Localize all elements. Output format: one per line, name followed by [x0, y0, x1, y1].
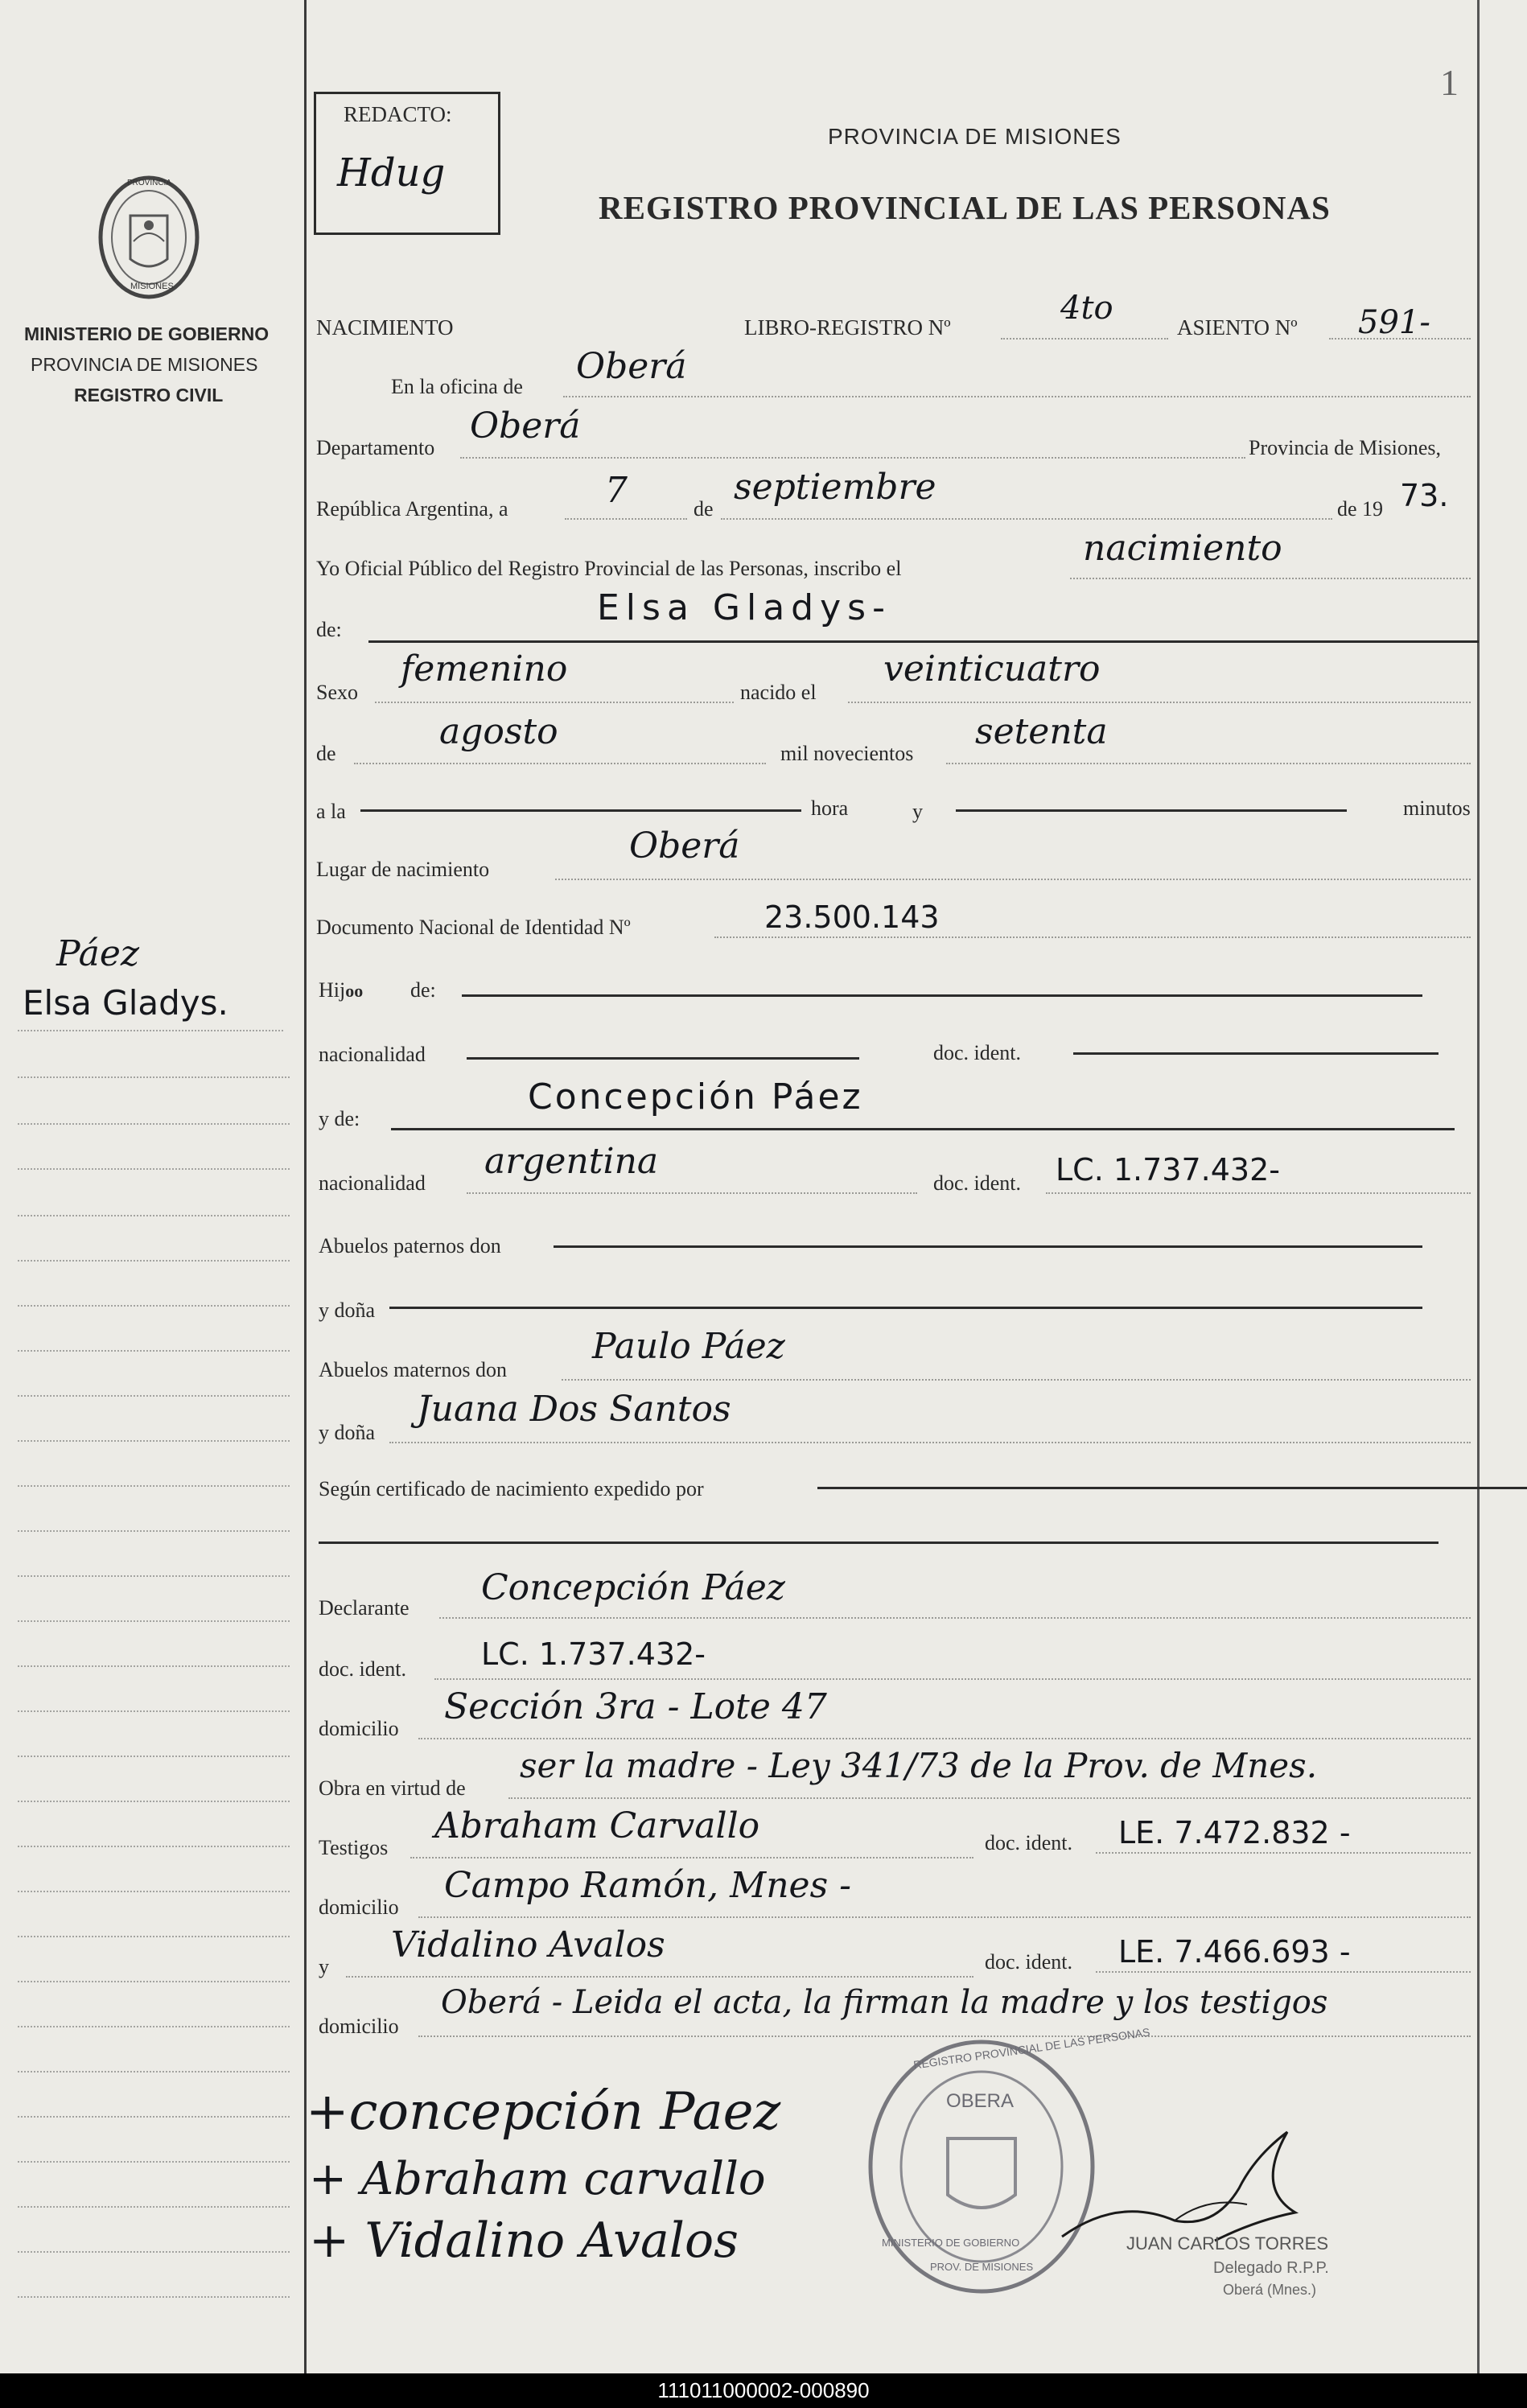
- mil-value: setenta: [975, 711, 1108, 752]
- margin-line: [18, 2251, 290, 2253]
- domicilio-label: domicilio: [319, 1717, 399, 1740]
- provincia-label: Provincia de Misiones,: [1249, 436, 1442, 459]
- abuela-paterna-line: [389, 1307, 1422, 1309]
- official-place: Oberá (Mnes.): [1223, 2282, 1317, 2298]
- testigos-label: Testigos: [319, 1836, 389, 1859]
- abuela-materna-label: y doña: [319, 1421, 376, 1444]
- margin-surname: Páez: [56, 933, 140, 974]
- declarante-value: Concepción Páez: [481, 1567, 785, 1608]
- lugar-line: [555, 879, 1471, 880]
- month2-de-label: de: [316, 742, 336, 765]
- nacionalidad-label: nacionalidad: [319, 1043, 426, 1066]
- yo-line: [1070, 578, 1471, 579]
- official-title: Delegado R.P.P.: [1213, 2259, 1329, 2277]
- mil-label: mil novecientos: [780, 742, 914, 765]
- redacto-initials: Hdug: [337, 150, 446, 196]
- header-registry: REGISTRO PROVINCIAL DE LAS PERSONAS: [599, 189, 1331, 226]
- testigo1-dom-line: [418, 1916, 1471, 1918]
- official-name: JUAN CARLOS TORRES: [1126, 2233, 1329, 2254]
- margin-divider-line: [304, 0, 307, 2373]
- sexo-label: Sexo: [316, 681, 358, 704]
- nacionalidad2-line: [467, 1192, 917, 1194]
- departamento-value: Oberá: [470, 405, 581, 447]
- month2-value: agosto: [439, 711, 558, 752]
- departamento-label: Departamento: [316, 436, 435, 459]
- y-hora-label: y: [912, 800, 923, 823]
- margin-line: [18, 1030, 283, 1031]
- month2-line: [354, 763, 766, 764]
- provincial-seal-icon: [88, 169, 209, 306]
- dni-line: [714, 936, 1471, 938]
- hijo-label-text: Hij: [319, 978, 346, 1002]
- margin-line: [18, 1260, 290, 1262]
- declarante-doc-line: [434, 1678, 1471, 1680]
- year-label: de 19: [1337, 497, 1384, 521]
- abuela-materna-line: [389, 1442, 1471, 1443]
- doc-ident2-value: LC. 1.737.432-: [1056, 1152, 1280, 1188]
- header-province: PROVINCIA DE MISIONES: [828, 124, 1122, 149]
- ministry-line-3: REGISTRO CIVIL: [74, 385, 224, 405]
- hijo-suffix: oo: [345, 981, 364, 1001]
- margin-line: [18, 2116, 290, 2118]
- madre-label: y de:: [319, 1107, 360, 1130]
- obra-line: [508, 1797, 1471, 1799]
- day-value: 7: [605, 470, 628, 511]
- archive-code-footer: 111011000002-000890: [0, 2373, 1527, 2408]
- yo-label: Yo Oficial Público del Registro Provincial de las Personas, inscribo el: [316, 557, 902, 580]
- obra-value: ser la madre - Ley 341/73 de la Prov. de Mnes.: [520, 1746, 1318, 1785]
- sexo-line: [375, 702, 734, 703]
- testigo1-line: [410, 1857, 973, 1858]
- testigo2-y-label: y: [319, 1955, 329, 1978]
- testigo1-dom-value: Campo Ramón, Mnes -: [444, 1865, 852, 1906]
- doc-ident-label: doc. ident.: [933, 1041, 1022, 1064]
- name-de-label: de:: [316, 618, 342, 641]
- declarante-doc-label: doc. ident.: [319, 1657, 407, 1681]
- doc-ident-line: [1073, 1052, 1439, 1055]
- nacionalidad-line: [467, 1057, 859, 1060]
- abuelo-materno-value: Paulo Páez: [592, 1326, 785, 1367]
- nacido-line: [848, 702, 1471, 703]
- nacido-label: nacido el: [740, 681, 817, 704]
- hijo-line: [462, 994, 1422, 997]
- margin-line: [18, 1168, 290, 1170]
- name-value: Elsa Gladys-: [597, 587, 891, 628]
- segun-label: Según certificado de nacimiento expedido por: [319, 1477, 704, 1500]
- name-line: [368, 640, 1479, 643]
- abuelos-paternos-line: [554, 1245, 1422, 1248]
- libro-label: LIBRO-REGISTRO Nº: [744, 315, 951, 340]
- testigo2-doc-label: doc. ident.: [985, 1950, 1073, 1974]
- month-line: [721, 518, 1332, 520]
- official-signature-icon: [1054, 2100, 1344, 2253]
- stamp-outer-text: REGISTRO PROVINCIAL DE LAS PERSONAS: [912, 2025, 1151, 2072]
- stamp-city-text: OBERA: [946, 2090, 1015, 2112]
- margin-line: [18, 1123, 290, 1125]
- testigo2-doc-line: [1096, 1971, 1471, 1973]
- signature-witness-2: + Vidalino Avalos: [309, 2212, 739, 2269]
- margin-line: [18, 1076, 290, 1078]
- oficina-label: En la oficina de: [391, 375, 523, 398]
- lugar-label: Lugar de nacimiento: [316, 858, 490, 881]
- right-border-line: [1477, 0, 1480, 2373]
- margin-line: [18, 2206, 290, 2208]
- asiento-value: 591-: [1358, 304, 1430, 341]
- ministry-line-2: PROVINCIA DE MISIONES: [31, 354, 258, 375]
- signature-witness-1: + Abraham carvallo: [309, 2153, 766, 2205]
- stamp-province-text: PROV. DE MISIONES: [930, 2261, 1034, 2273]
- record-type-label: NACIMIENTO: [316, 315, 454, 340]
- margin-line: [18, 1936, 290, 1937]
- oficina-line: [563, 396, 1471, 397]
- libro-line: [1001, 338, 1168, 340]
- redacto-box: [314, 92, 500, 235]
- yo-value: nacimiento: [1083, 528, 1282, 569]
- margin-line: [18, 1620, 290, 1622]
- minutos-label: minutos: [1403, 796, 1471, 820]
- madre-value: Concepción Páez: [528, 1076, 863, 1118]
- abuela-paterna-label: y doña: [319, 1299, 376, 1322]
- dni-label: Documento Nacional de Identidad Nº: [316, 916, 631, 939]
- month-value: septiembre: [734, 467, 936, 508]
- domicilio-value: Sección 3ra - Lote 47: [444, 1686, 827, 1727]
- segun-line-2: [319, 1542, 1439, 1544]
- testigo1-doc-value: LE. 7.472.832 -: [1118, 1815, 1351, 1850]
- margin-line: [18, 1981, 290, 1982]
- margin-line: [18, 1891, 290, 1892]
- hijo-label: [319, 978, 363, 1002]
- testigo2-value: Vidalino Avalos: [391, 1924, 665, 1966]
- testigo2-dom-label: domicilio: [319, 2015, 399, 2038]
- abuelos-paternos-label: Abuelos paternos don: [319, 1234, 501, 1258]
- testigo1-dom-label: domicilio: [319, 1896, 399, 1919]
- margin-line: [18, 1710, 290, 1712]
- hijo-de-label: de:: [410, 978, 436, 1002]
- margin-line: [18, 2296, 290, 2298]
- page-number: 1: [1440, 62, 1459, 103]
- abuelos-maternos-line: [562, 1379, 1471, 1381]
- margin-line: [18, 1846, 290, 1847]
- margin-given-names: Elsa Gladys.: [23, 983, 228, 1023]
- lugar-value: Oberá: [629, 825, 740, 866]
- testigo2-line: [346, 1976, 973, 1978]
- signature-mother: +concepción Paez: [306, 2082, 781, 2142]
- margin-line: [18, 2071, 290, 2073]
- ala-label: a la: [316, 800, 346, 823]
- obra-label: Obra en virtud de: [319, 1776, 466, 1800]
- libro-value: 4to: [1060, 290, 1113, 327]
- margin-line: [18, 1575, 290, 1577]
- abuela-materna-value: Juana Dos Santos: [417, 1389, 731, 1430]
- margin-line: [18, 1485, 290, 1487]
- seal-bottom-text: MISIONES: [130, 282, 174, 291]
- stamp-ministry-text: MINISTERIO DE GOBIERNO: [882, 2237, 1020, 2249]
- month-de-label: de: [694, 497, 714, 521]
- hora-line: [360, 809, 801, 812]
- sexo-value: femenino: [401, 648, 568, 689]
- margin-line: [18, 2026, 290, 2027]
- margin-line: [18, 1215, 290, 1216]
- departamento-line: [460, 457, 1245, 459]
- nacido-value: veinticuatro: [883, 648, 1101, 689]
- margin-line: [18, 1801, 290, 1802]
- republica-label: República Argentina, a: [316, 497, 508, 521]
- margin-line: [18, 1395, 290, 1397]
- abuelos-maternos-label: Abuelos maternos don: [319, 1358, 507, 1381]
- segun-line: [817, 1487, 1527, 1489]
- day-line: [565, 518, 687, 520]
- margin-line: [18, 2161, 290, 2163]
- domicilio-line: [418, 1738, 1471, 1739]
- year-value: 73.: [1400, 478, 1449, 513]
- dni-value: 23.500.143: [764, 899, 940, 935]
- margin-line: [18, 1756, 290, 1757]
- testigo2-doc-value: LE. 7.466.693 -: [1118, 1934, 1351, 1970]
- ministry-line-1: MINISTERIO DE GOBIERNO: [24, 323, 270, 344]
- redacto-label: REDACTO:: [344, 102, 452, 126]
- margin-line: [18, 1440, 290, 1442]
- testigo2-dom-value: Oberá - Leida el acta, la firman la madre y los testigos: [441, 1984, 1328, 2021]
- asiento-label: ASIENTO Nº: [1177, 315, 1298, 340]
- margin-line: [18, 1305, 290, 1307]
- declarante-label: Declarante: [319, 1596, 410, 1620]
- nacionalidad2-label: nacionalidad: [319, 1171, 426, 1195]
- nacionalidad2-value: argentina: [484, 1141, 659, 1182]
- testigo1-doc-line: [1096, 1852, 1471, 1854]
- doc-ident2-line: [1046, 1192, 1471, 1194]
- oficina-value: Oberá: [576, 346, 687, 387]
- testigo1-doc-label: doc. ident.: [985, 1831, 1073, 1854]
- seal-top-text: PROVINCIA: [127, 179, 172, 187]
- testigo1-value: Abraham Carvallo: [434, 1805, 760, 1846]
- madre-line: [391, 1128, 1455, 1130]
- minutos-line: [956, 809, 1347, 812]
- doc-ident2-label: doc. ident.: [933, 1171, 1022, 1195]
- declarante-line: [439, 1617, 1471, 1619]
- declarante-doc-value: LC. 1.737.432-: [481, 1636, 706, 1672]
- mil-line: [946, 763, 1471, 764]
- margin-line: [18, 1530, 290, 1532]
- margin-line: [18, 1665, 290, 1667]
- hora-label: hora: [811, 796, 849, 820]
- margin-line: [18, 1350, 290, 1352]
